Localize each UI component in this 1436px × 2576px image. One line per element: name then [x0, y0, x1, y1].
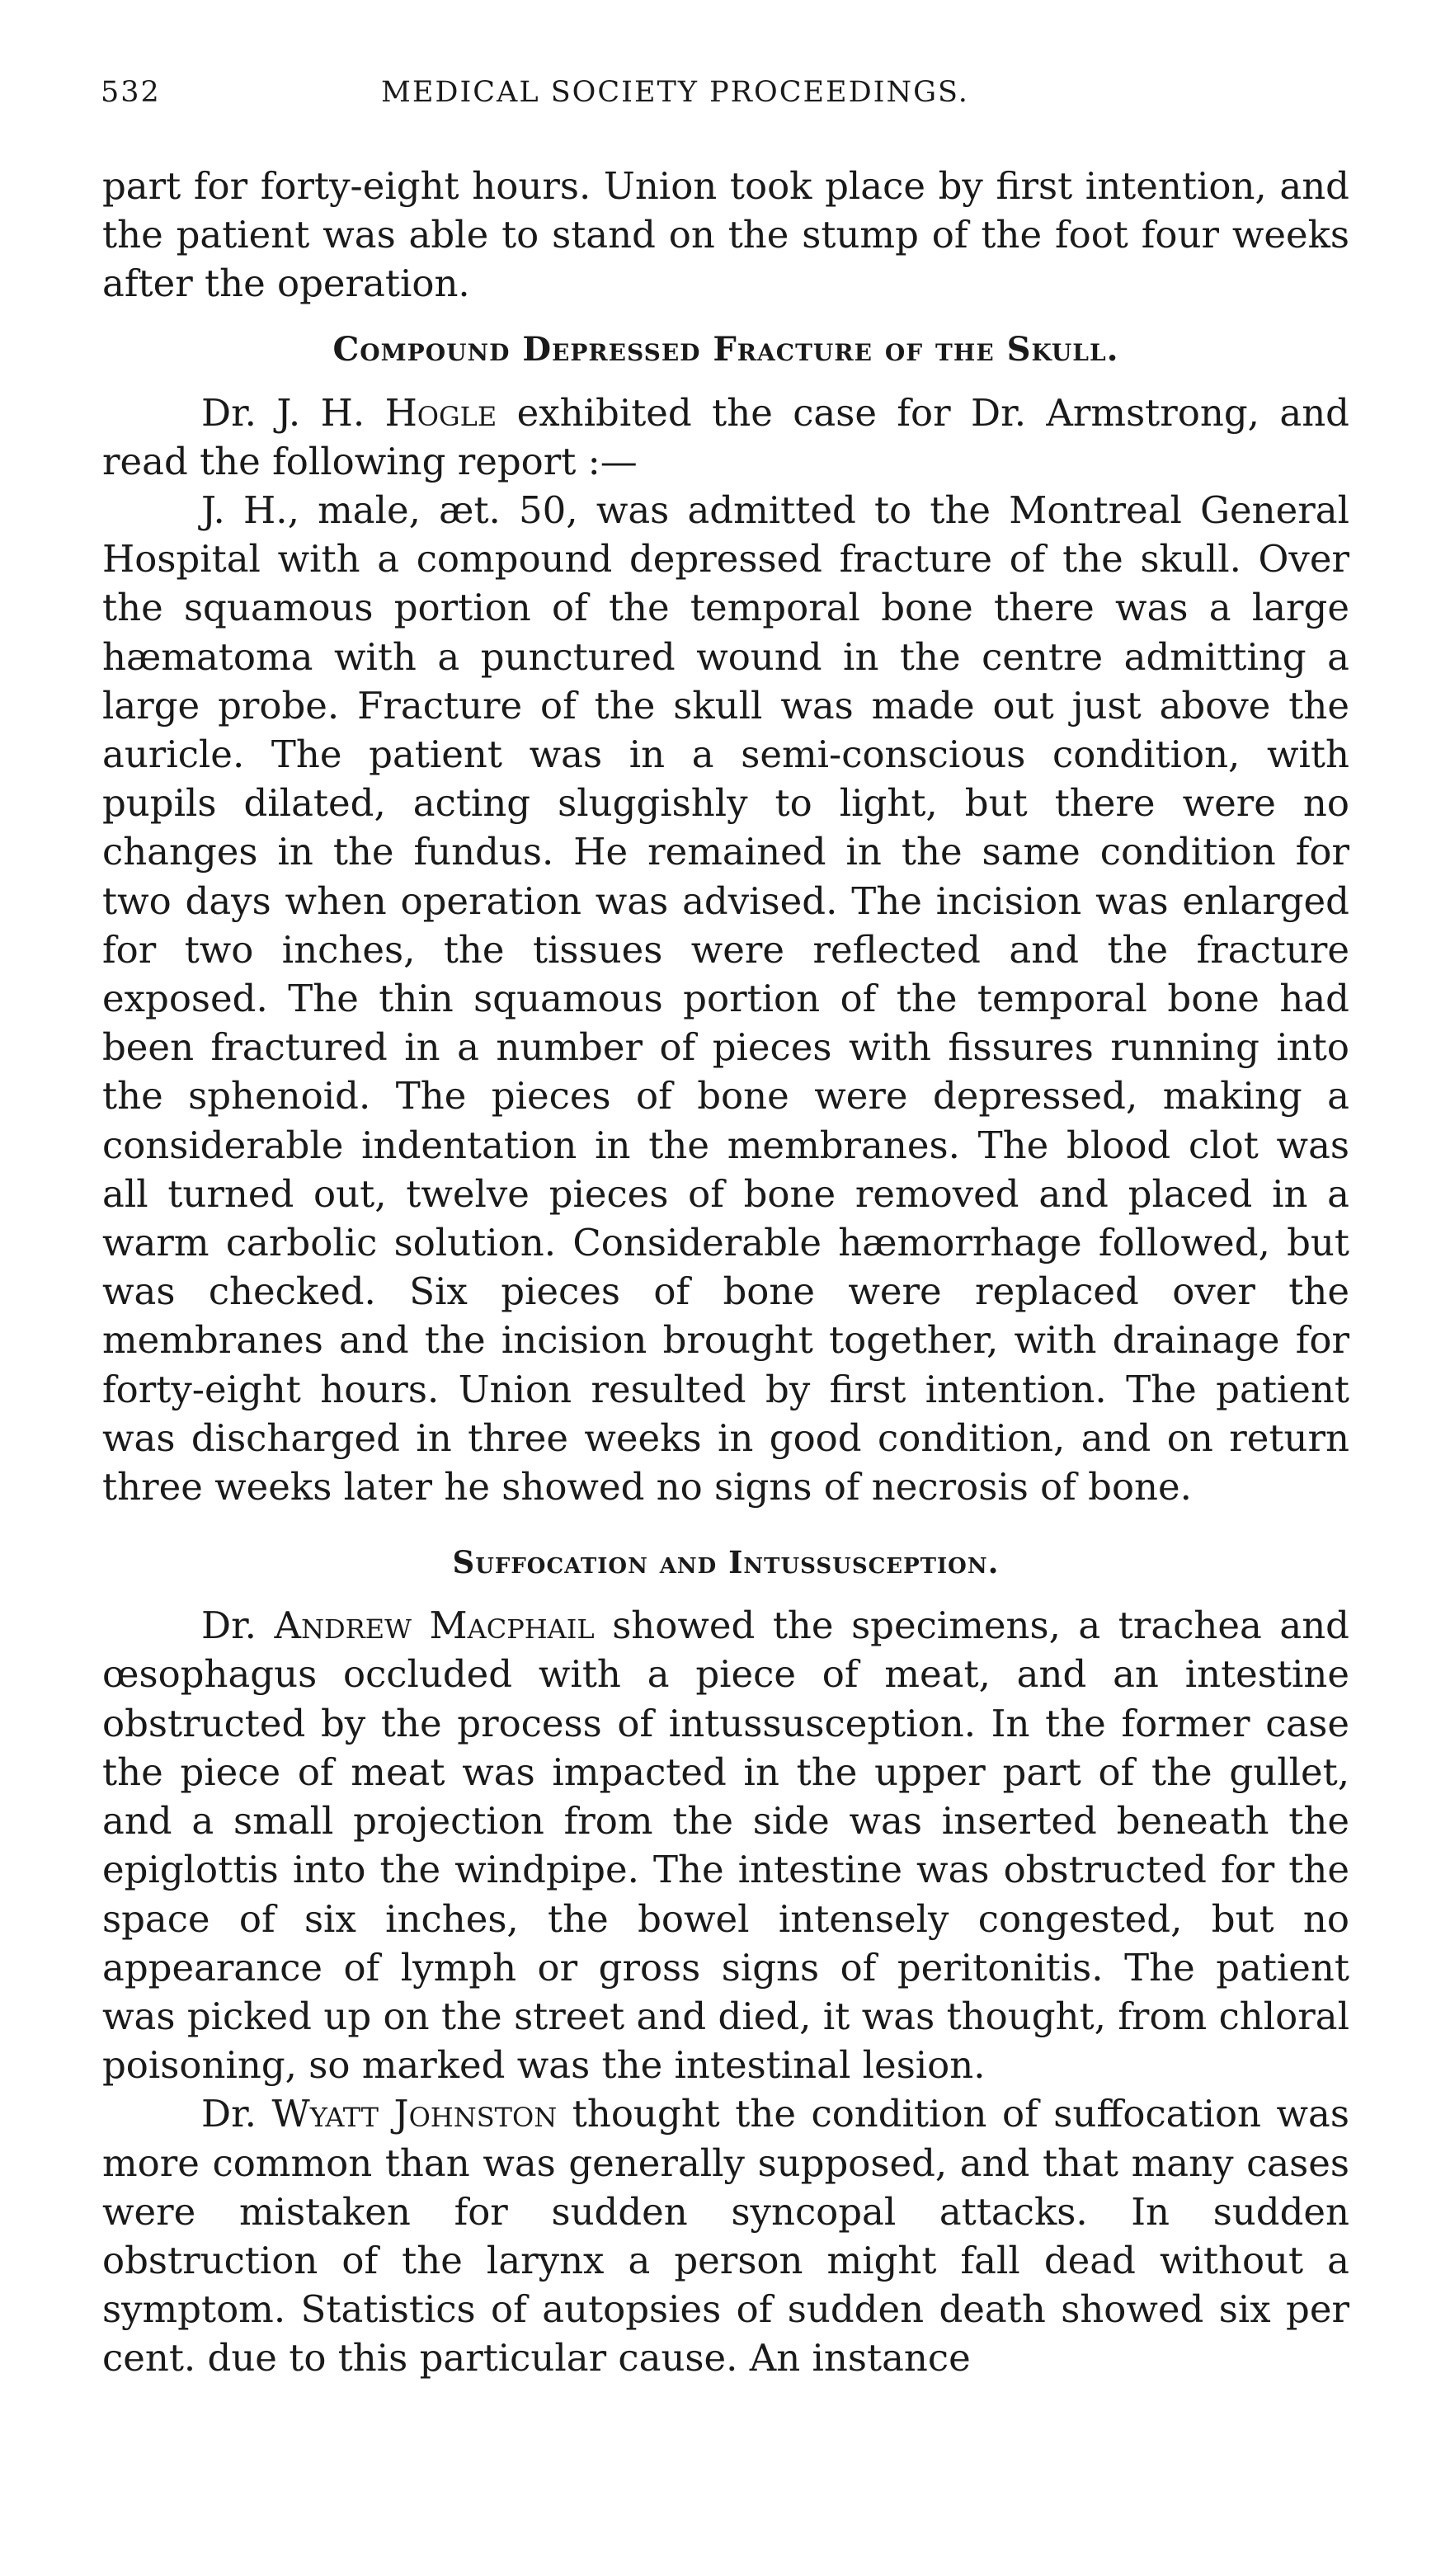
section-heading-suffocation: Suffocation and Intussusception.	[452, 1544, 1000, 1581]
page-number: 532	[101, 76, 161, 109]
intro-text: exhibited the case for Dr. Armstrong, and read the following report :—	[102, 390, 1349, 483]
article-body	[102, 162, 1349, 2383]
speaker-name-johnston: Wyatt Johnston	[271, 2092, 558, 2136]
section-heading-skull-fracture: Compound Depressed Fracture of the Skull.	[332, 329, 1119, 369]
para-text: thought the condition of suffocation was more common than was generally supposed, and that many cases were mistaken for sudden syncopal attacks. In sudden obstruction of the larynx a person might fall dead without a symptom. Statistics of autopsies of sudden death showed six per cent. due to this particular cause. An instance	[102, 2092, 1349, 2381]
case-report-paragraph: J. H., male, æt. 50, was admitted to the Montreal General Hospital with a compound depressed fracture of the skull. Over the squamous portion of the temporal bone there was a large hæmatoma with a punctured wound in the centre admitting a large probe. Fracture of the skull was made out just above the auricle. The patient was in a semi-conscious condition, with pupils dilated, acting sluggishly to light, but there were no changes in the fundus. He remained in the same condition for two days when operation was advised. The incision was enlarged for two inches, the tissues were reflected and the fracture exposed. The thin squamous portion of the temporal bone had been fractured in a number of pieces with fissures running into the sphenoid. The pieces of bone were depressed, making a considerable indentation in the membranes. The blood clot was all turned out, twelve pieces of bone removed and placed in a warm carbolic solution. Considerable hæmorrhage followed, but was checked. Six pieces of bone were replaced over the membranes and the incision brought together, with drainage for forty-eight hours. Union resulted by first intention. The patient was discharged in three weeks in good condition, and on return three weeks later he showed no signs of necrosis of bone.	[102, 488, 1349, 1509]
para-prefix: Dr.	[201, 2092, 257, 2136]
page-header	[101, 76, 1351, 114]
hogle-intro-paragraph	[102, 389, 1349, 486]
speaker-name-hogle: J. H. Hogle	[276, 390, 497, 435]
para-prefix: Dr.	[201, 1604, 257, 1648]
speaker-name-macphail: Andrew Macphail	[274, 1604, 595, 1648]
intro-prefix: Dr.	[201, 390, 257, 435]
running-title: MEDICAL SOCIETY PROCEEDINGS.	[381, 76, 969, 109]
macphail-paragraph	[102, 1601, 1349, 2089]
continued-paragraph: part for forty-eight hours. Union took place by first intention, and the patient was able to stand on the stump of the foot four weeks after the operation.	[102, 164, 1349, 306]
johnston-paragraph	[102, 2089, 1349, 2382]
para-text: showed the specimens, a trachea and œsophagus occluded with a piece of meat, and an intestine obstructed by the process of intussusception. In the former case the piece of meat was impacted in the upper part of the gullet, and a small projection from the side was inserted beneath the epiglottis into the windpipe. The intestine was obstructed for the space of six inches, the bowel intensely congested, but no appearance of lymph or gross signs of peritonitis. The patient was picked up on the street and died, it was thought, from chloral poisoning, so marked was the intestinal lesion.	[102, 1604, 1349, 2088]
